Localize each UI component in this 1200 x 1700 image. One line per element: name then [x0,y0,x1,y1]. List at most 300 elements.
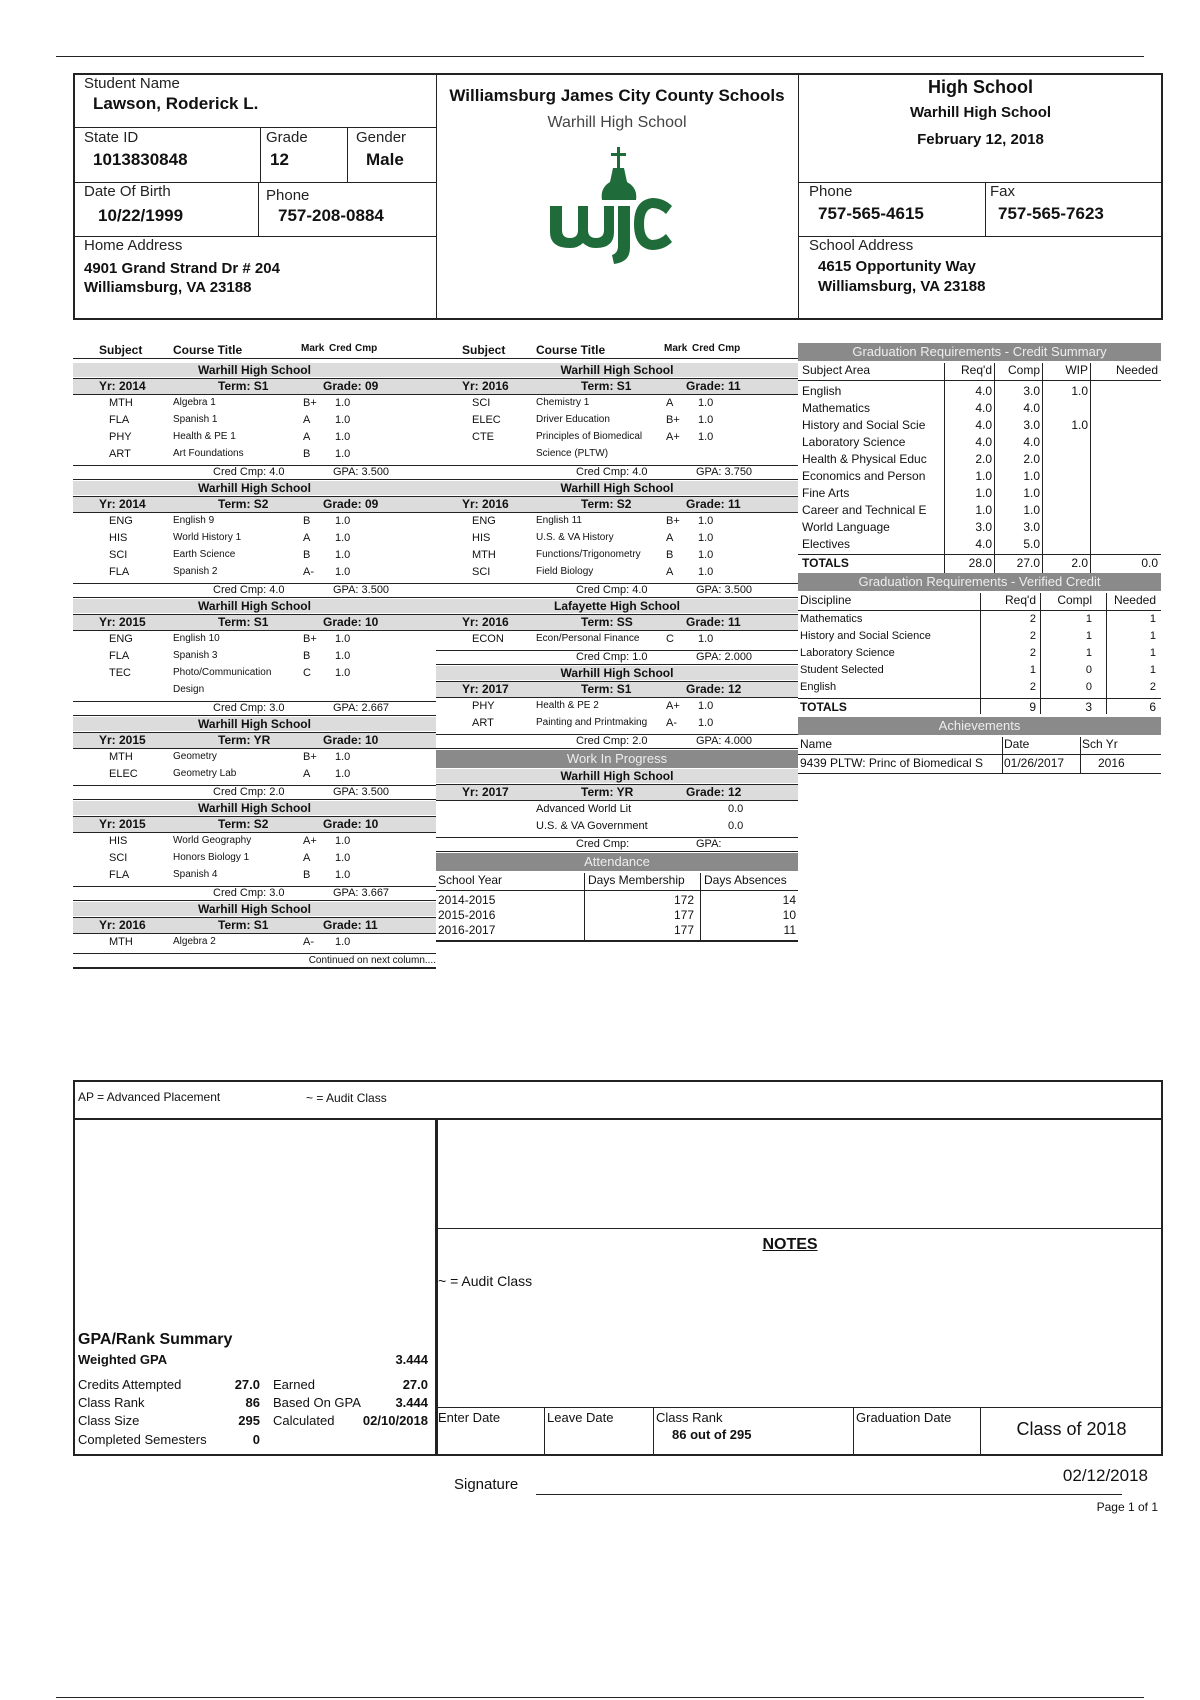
course-mark: B+ [666,414,680,426]
verified-credit-cell: 1 [1085,647,1092,659]
term-summary [436,583,798,598]
course-title: Field Biology [536,566,594,577]
col-header-cmp: Cmp [718,343,741,354]
course-title: Health & PE 2 [536,700,599,711]
term-row [436,784,798,801]
course-mark: A+ [666,700,680,712]
credit-summary-cell: 4.0 [1023,401,1040,415]
school-fax: 757-565-7623 [998,204,1104,223]
course-subject: HIS [109,532,128,544]
verified-credit-cell: Mathematics [800,613,863,625]
course-mark: B [303,448,311,460]
credit-summary-cell: 1.0 [1071,418,1088,432]
credit-summary-cell: 1.0 [1023,503,1040,517]
gender-value: Male [366,150,404,169]
course-subject: SCI [472,397,491,409]
attendance-title: Attendance [436,853,798,871]
term-grade: Grade: 10 [323,817,379,831]
phone-value: 757-208-0884 [278,206,384,225]
term-summary [436,650,798,665]
verified-credit-cell: 1 [1085,613,1092,625]
term-school: Warhill High School [436,666,798,680]
class-rank-value: 86 out of 295 [672,1427,752,1442]
school-fax-label: Fax [990,183,1016,200]
term-school: Warhill High School [73,481,436,495]
term-grade: Grade: 12 [686,682,742,696]
wip-course-title: U.S. & VA Government [536,820,648,832]
credit-summary-cell: Fine Arts [802,486,850,500]
completed-semesters-label: Completed Semesters [78,1432,207,1447]
term-year: Yr: 2016 [99,918,146,932]
verified-credit-cell: Student Selected [800,664,884,676]
term-school: Warhill High School [436,481,798,495]
bottom-rule [56,1697,1144,1698]
credit-summary-divider [994,363,995,574]
course-cred: 1.0 [335,835,351,847]
achievements-divider [1080,737,1081,773]
course-subject: SCI [109,852,128,864]
credit-summary-cell: 4.0 [1023,435,1040,449]
legend-ap: AP = Advanced Placement [78,1090,221,1104]
attendance-rule [436,890,798,891]
phone-label: Phone [266,187,310,204]
school-phone: 757-565-4615 [818,204,924,223]
course-cred: 1.0 [335,532,351,544]
credit-summary-header: Subject Area [802,363,871,377]
term-year: Yr: 2017 [462,682,509,696]
term-gpa: GPA: 3.667 [333,887,390,899]
verified-credit-cell: 2 [1029,630,1036,642]
course-title: Science (PLTW) [536,448,609,459]
verified-credit-header: Req'd [1005,593,1036,607]
course-cred: 1.0 [335,397,351,409]
course-title: U.S. & VA History [536,532,614,543]
course-cred: 1.0 [698,515,714,527]
term-cred-cmp: Cred Cmp: 4.0 [213,466,285,478]
attendance-divider [700,873,701,940]
course-subject: SCI [109,549,128,561]
term-school: Warhill High School [73,363,436,377]
col-header-cred: Cred [329,343,352,354]
course-mark: B [303,515,311,527]
term-term: Term: S1 [581,379,632,393]
term-gpa: GPA: 3.750 [696,466,753,478]
verified-credit-cell: Laboratory Science [800,647,895,659]
credit-summary-header: Req'd [961,363,992,377]
term-gpa: GPA: 3.500 [696,584,753,596]
based-on-gpa-label: Based On GPA [273,1395,361,1410]
credit-summary-cell: 3.0 [1023,384,1040,398]
term-summary [436,734,798,749]
class-size-label: Class Size [78,1413,140,1428]
leave-date-label: Leave Date [547,1410,614,1425]
credit-summary-cell: 1.0 [975,469,992,483]
credit-summary-total: 2.0 [1071,556,1088,570]
course-subject: ENG [109,633,133,645]
term-summary [73,785,436,800]
attendance-year: 2015-2016 [438,908,496,922]
course-mark: A [303,414,311,426]
dob-label: Date Of Birth [84,183,171,200]
course-subject: HIS [472,532,491,544]
verified-credit-cell: 2 [1029,647,1036,659]
verified-credit-total: 3 [1085,700,1092,714]
course-title: Photo/Communication [173,667,272,678]
course-mark: A [303,768,311,780]
term-year: Yr: 2016 [462,379,509,393]
verified-credit-cell: History and Social Science [800,630,931,642]
term-year: Yr: 2016 [462,615,509,629]
course-cred: 1.0 [335,515,351,527]
course-mark: A+ [303,835,317,847]
course-title: Algebra 1 [173,397,216,408]
gender-label: Gender [356,129,407,146]
credit-summary-cell: World Language [802,520,890,534]
based-on-gpa: 3.444 [395,1395,428,1410]
credit-summary-cell: 4.0 [975,537,992,551]
term-school: Warhill High School [436,769,798,783]
achievements-header: Date [1004,737,1030,751]
verified-credit-total: 9 [1029,700,1036,714]
verified-credit-divider [980,593,981,714]
graduation-date-label: Graduation Date [856,1410,952,1425]
verified-credit-cell: 2 [1029,681,1036,693]
term-term: Term: S2 [581,497,632,511]
credit-summary-title: Graduation Requirements - Credit Summary [798,343,1161,361]
course-mark: A+ [666,431,680,443]
term-term: Term: S2 [218,497,269,511]
notes-text: ~ = Audit Class [438,1273,533,1289]
calculated-label: Calculated [273,1413,335,1428]
term-year: Yr: 2015 [99,733,146,747]
district-name: Williamsburg James City County Schools [449,86,785,105]
verified-credit-header: Compl [1057,593,1092,607]
verified-credit-cell: 1 [1149,664,1156,676]
term-grade: Grade: 12 [686,785,742,799]
term-row [73,816,436,833]
term-row [73,614,436,631]
attendance-year: 2016-2017 [438,923,496,937]
credit-summary-cell: Health & Physical Educ [802,452,927,466]
course-subject: FLA [109,566,130,578]
credit-summary-cell: History and Social Scie [802,418,926,432]
verified-credit-cell: 1 [1149,647,1156,659]
course-subject: PHY [109,431,132,443]
school-phone-label: Phone [809,183,853,200]
achievements-divider [1002,737,1003,773]
course-cred: 1.0 [335,852,351,864]
course-subject: ENG [109,515,133,527]
course-title: Driver Education [536,414,610,425]
signature-line [536,1494,1122,1495]
credit-summary-cell: Mathematics [802,401,871,415]
verified-credit-total: 6 [1149,700,1156,714]
term-school: Warhill High School [436,363,798,377]
term-term: Term: YR [581,785,634,799]
course-subject: MTH [109,397,133,409]
home-address-line2: Williamsburg, VA 23188 [84,279,252,296]
course-title: Spanish 4 [173,869,218,880]
course-title: Algebra 2 [173,936,216,947]
col-header-mark: Mark [301,343,325,354]
course-subject: ENG [472,515,496,527]
credit-summary-cell: Laboratory Science [802,435,906,449]
class-of: Class of 2018 [1016,1419,1127,1439]
course-mark: B [666,549,674,561]
term-year: Yr: 2014 [99,497,146,511]
course-title: Spanish 3 [173,650,218,661]
course-cred: 1.0 [698,414,714,426]
term-cred-cmp: Cred Cmp: 3.0 [213,887,285,899]
course-mark: B [303,549,311,561]
course-cred: 1.0 [335,633,351,645]
school-address-label: School Address [809,237,914,254]
term-grade: Grade: 11 [686,379,741,393]
course-mark: B [303,869,311,881]
course-title: Health & PE 1 [173,431,236,442]
term-grade: Grade: 09 [323,497,379,511]
course-mark: B+ [303,397,317,409]
wip-summary [436,837,798,852]
course-subject: ART [472,717,494,729]
term-gpa: GPA: 2.667 [333,702,390,714]
credit-summary-cell: Economics and Person [802,469,926,483]
course-subject: PHY [472,700,495,712]
achievement-date: 01/26/2017 [1004,756,1065,770]
verified-credit-cell: English [800,681,837,693]
course-cred: 1.0 [335,667,351,679]
class-rank-summary-label: Class Rank [78,1395,145,1410]
col-header-rule [436,358,798,359]
page-number: Page 1 of 1 [1096,1500,1158,1514]
attendance-header: Days Membership [588,873,685,887]
credit-summary-cell: 4.0 [975,384,992,398]
col-header-cred: Cred [692,343,715,354]
credit-summary-cell: 1.0 [1023,486,1040,500]
student-name: Lawson, Roderick L. [93,94,259,113]
course-title: Earth Science [173,549,236,560]
wip-course-title: Advanced World Lit [536,803,632,815]
course-mark: A- [666,717,677,729]
course-cred: 1.0 [335,869,351,881]
attendance-header: School Year [438,873,503,887]
verified-credit-cell: 2 [1149,681,1156,693]
course-cred: 1.0 [698,532,714,544]
course-cred: 1.0 [335,448,351,460]
term-cred-cmp: Cred Cmp: 2.0 [213,786,285,798]
school-address-line2: Williamsburg, VA 23188 [818,278,986,295]
verified-credit-cell: 1 [1149,613,1156,625]
course-subject: MTH [109,751,133,763]
class-rank-label: Class Rank [656,1410,723,1425]
credit-summary-cell: English [802,384,842,398]
achievements-rule [798,754,1161,755]
verified-credit-header: Discipline [800,593,852,607]
term-summary [73,583,436,598]
course-cred: 1.0 [335,549,351,561]
term-gpa: GPA: 4.000 [696,735,753,747]
enter-date-label: Enter Date [438,1410,501,1425]
course-cred: 1.0 [698,566,714,578]
course-title: Geometry Lab [173,768,237,779]
term-year: Yr: 2015 [99,615,146,629]
term-summary [436,465,798,480]
term-row [436,681,798,698]
course-cred: 1.0 [335,566,351,578]
wip-cred-cmp: Cred Cmp: [576,838,630,850]
achievements-bottom [798,773,1161,774]
course-cred: 1.0 [335,751,351,763]
course-title: Painting and Printmaking [536,717,648,728]
course-mark: C [666,633,674,645]
course-title: Spanish 2 [173,566,218,577]
course-mark: A- [303,936,314,948]
course-subject: TEC [109,667,131,679]
verified-credit-header: Needed [1113,593,1156,607]
weighted-gpa: 3.444 [395,1352,428,1367]
course-title: English 11 [536,515,582,526]
class-size: 295 [238,1413,260,1428]
course-title: English 10 [173,633,220,644]
attendance-membership: 177 [673,908,694,922]
term-grade: Grade: 11 [686,615,741,629]
credit-summary-cell: 4.0 [975,435,992,449]
col-header-subject: Subject [462,343,506,357]
achievement-name: 9439 PLTW: Princ of Biomedical S [800,756,983,770]
course-mark: B+ [303,633,317,645]
term-term: Term: S2 [218,817,269,831]
achievements-header: Name [800,737,833,751]
term-grade: Grade: 11 [323,918,378,932]
course-title: Functions/Trigonometry [536,549,641,560]
term-gpa: GPA: 2.000 [696,651,753,663]
attendance-year: 2014-2015 [438,893,496,907]
state-id: 1013830848 [93,150,188,169]
district-logo [540,142,700,267]
dob-value: 10/22/1999 [98,206,184,225]
course-mark: A [303,532,311,544]
course-mark: B+ [303,751,317,763]
credit-summary-divider [1090,363,1091,574]
course-title: Geometry [173,751,217,762]
credit-summary-cell: 3.0 [1023,418,1040,432]
course-title: Honors Biology 1 [173,852,250,863]
legend-bar [73,1080,1163,1120]
col-header-title: Course Title [536,343,606,357]
wip-gpa: GPA: [696,838,722,850]
grade-value: 12 [270,150,289,169]
course-cred: 1.0 [335,431,351,443]
course-cred: 1.0 [698,717,714,729]
course-cred: 1.0 [698,397,714,409]
course-mark: A [666,532,674,544]
credit-summary-total: 27.0 [1016,556,1040,570]
course-subject: ART [109,448,131,460]
verified-credit-cell: 1 [1085,630,1092,642]
course-subject: FLA [109,414,130,426]
verified-credit-cell: 1 [1029,664,1036,676]
credit-summary-cell: Electives [802,537,851,551]
term-gpa: GPA: 3.500 [333,584,390,596]
term-term: Term: SS [581,615,633,629]
attendance-absences: 14 [782,893,796,907]
col-header-rule [73,358,436,359]
wip-course-cred: 0.0 [728,803,744,815]
legend-audit: ~ = Audit Class [306,1091,387,1105]
term-summary [73,701,436,716]
course-cred: 1.0 [335,650,351,662]
course-title: Spanish 1 [173,414,218,425]
credit-summary-total: TOTALS [802,556,849,570]
course-mark: B [303,650,311,662]
term-cred-cmp: Cred Cmp: 4.0 [576,584,648,596]
credit-summary-divider [944,363,945,574]
course-cred: 1.0 [335,414,351,426]
course-subject: FLA [109,650,130,662]
term-row [73,378,436,395]
term-school: Warhill High School [73,801,436,815]
course-subject: SCI [472,566,491,578]
course-mark: A [666,566,674,578]
term-term: Term: S1 [581,682,632,696]
course-mark: A [666,397,674,409]
weighted-gpa-label: Weighted GPA [78,1352,168,1367]
attendance-membership: 177 [673,923,694,937]
verified-credit-title: Graduation Requirements - Verified Credit [798,573,1161,591]
course-subject: HIS [109,835,128,847]
verified-credit-cell: 1 [1149,630,1156,642]
credit-summary-divider [1042,363,1043,574]
term-cred-cmp: Cred Cmp: 3.0 [213,702,285,714]
credits-attempted: 27.0 [234,1377,260,1392]
credit-summary-cell: 2.0 [975,452,992,466]
credit-summary-cell: 1.0 [1071,384,1088,398]
term-term: Term: S1 [218,918,269,932]
achievements-header: Sch Yr [1082,737,1118,751]
credit-summary-header: Comp [1007,363,1040,377]
state-id-label: State ID [84,129,139,146]
term-school: Warhill High School [73,599,436,613]
term-row [436,496,798,513]
course-mark: C [303,667,311,679]
term-school: Lafayette High School [436,599,798,613]
term-term: Term: S1 [218,615,269,629]
course-cred: 1.0 [698,700,714,712]
wip-course-cred: 0.0 [728,820,744,832]
term-row [436,614,798,631]
verified-credit-cell: 0 [1085,681,1092,693]
class-rank-summary: 86 [245,1395,260,1410]
course-title: World Geography [173,835,252,846]
course-mark: A [303,431,311,443]
achievement-year: 2016 [1098,756,1125,770]
credit-summary-cell: 4.0 [975,418,992,432]
term-cred-cmp: Cred Cmp: 4.0 [576,466,648,478]
course-title: Design [173,684,205,695]
student-name-label: Student Name [84,75,180,92]
course-title: Art Foundations [173,448,244,459]
credit-summary-header: WIP [1065,363,1088,377]
term-summary [73,886,436,901]
verified-credit-total: TOTALS [800,700,847,714]
credit-summary-cell: 1.0 [1023,469,1040,483]
term-school: Warhill High School [73,717,436,731]
verified-credit-divider [1106,593,1107,714]
term-row [73,917,436,934]
term-grade: Grade: 10 [323,733,379,747]
col-header-cmp: Cmp [355,343,378,354]
earned-label: Earned [273,1377,315,1392]
